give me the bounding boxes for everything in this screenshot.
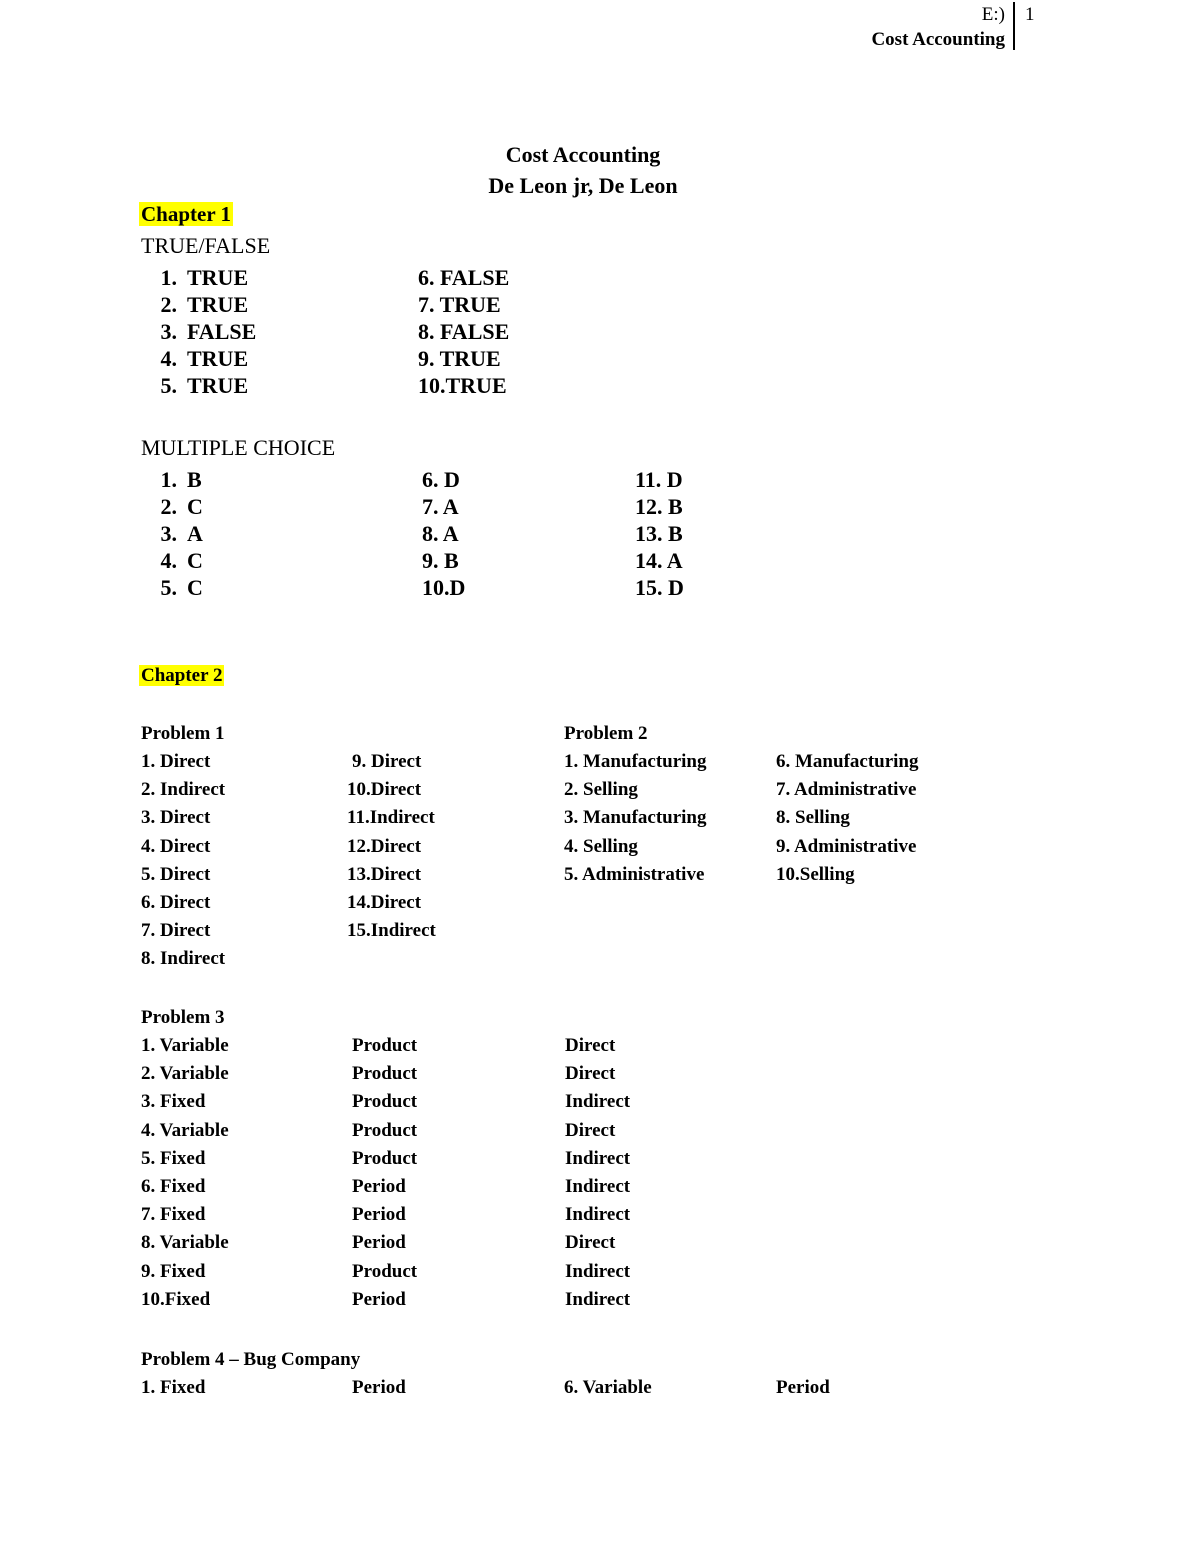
list-item: 2. Indirect xyxy=(141,779,226,801)
running-header xyxy=(871,2,1005,52)
problem-4-heading: Problem 4 – Bug Company xyxy=(141,1349,361,1370)
problem-3-heading: Problem 3 xyxy=(141,1007,225,1028)
list-item: 2. TRUE xyxy=(160,292,249,317)
list-item: 10.Direct xyxy=(347,779,422,801)
list-item: 5. Administrative xyxy=(564,863,705,885)
problem-3-col-1 xyxy=(141,1032,229,1314)
table-cell: Direct xyxy=(565,1063,616,1085)
list-item: 14.Direct xyxy=(347,892,422,914)
list-item: 7. Administrative xyxy=(776,779,917,801)
true-false-heading: TRUE/FALSE xyxy=(141,233,271,258)
table-cell: Product xyxy=(352,1119,418,1141)
list-item: 12. B xyxy=(635,494,683,519)
table-cell: Period xyxy=(352,1288,406,1310)
list-item: 1. TRUE xyxy=(160,265,249,290)
list-item: 7. A xyxy=(422,494,459,519)
list-item: 15. D xyxy=(635,575,684,600)
table-cell: 4. Variable xyxy=(141,1119,229,1141)
table-cell: Period xyxy=(352,1232,406,1254)
header-line-2: Cost Accounting xyxy=(871,29,1005,50)
table-cell: Product xyxy=(352,1147,418,1169)
table-cell: Direct xyxy=(565,1119,616,1141)
table-cell: Direct xyxy=(565,1232,616,1254)
document-authors: De Leon jr, De Leon xyxy=(488,173,678,198)
list-item: 9. Administrative xyxy=(776,835,917,857)
table-cell: 10.Fixed xyxy=(141,1288,211,1310)
table-cell: 3. Fixed xyxy=(141,1091,206,1113)
list-item: 5. Direct xyxy=(141,863,211,885)
chapter-1-label: Chapter 1 xyxy=(141,202,232,226)
list-item: 12.Direct xyxy=(347,835,422,857)
list-item: 9. Direct xyxy=(352,751,422,772)
chapter-2-label: Chapter 2 xyxy=(141,665,223,686)
list-item: 9. B xyxy=(422,548,459,573)
problem-3-col-3 xyxy=(565,1032,630,1314)
list-item: 7. Direct xyxy=(141,920,211,942)
table-cell: 6. Fixed xyxy=(141,1176,206,1198)
table-cell: Product xyxy=(352,1063,418,1085)
list-item: 10.TRUE xyxy=(418,373,507,398)
table-cell: 5. Fixed xyxy=(141,1147,206,1169)
problem-3-col-2 xyxy=(352,1032,417,1314)
problem-2-col-2 xyxy=(776,748,919,889)
list-item: 5. C xyxy=(160,575,203,600)
list-item: 14. A xyxy=(635,548,683,573)
list-item: 10.D xyxy=(422,575,466,600)
list-item: 4. C xyxy=(160,548,203,573)
table-cell: Period xyxy=(352,1176,406,1198)
table-cell: 9. Fixed xyxy=(141,1260,206,1282)
list-item: 2. C xyxy=(160,494,203,519)
list-item: 15.Indirect xyxy=(347,920,436,942)
header-line-1: E:) xyxy=(981,4,1005,25)
list-item: 6. Direct xyxy=(141,892,211,914)
table-cell: Period xyxy=(352,1204,406,1226)
list-item: 4. TRUE xyxy=(160,346,249,371)
list-item: 13.Direct xyxy=(347,863,422,885)
tf-list-col-2 xyxy=(418,264,509,399)
list-item: 3. A xyxy=(160,521,203,546)
list-item: 13. B xyxy=(635,521,683,546)
table-cell: Indirect xyxy=(565,1176,631,1198)
table-cell: Indirect xyxy=(565,1260,631,1282)
list-item: 4. Direct xyxy=(141,835,211,857)
table-cell: Period xyxy=(776,1377,830,1398)
list-item: 1. Direct xyxy=(141,751,211,772)
table-cell: Indirect xyxy=(565,1147,631,1169)
list-item: 3. Direct xyxy=(141,807,211,829)
table-cell: 1. Fixed xyxy=(141,1377,206,1398)
table-cell: Indirect xyxy=(565,1204,631,1226)
table-cell: Product xyxy=(352,1091,418,1113)
table-cell: Period xyxy=(352,1377,406,1398)
header-divider xyxy=(1013,2,1015,50)
tf-list-col-1 xyxy=(141,264,256,399)
table-cell: 1. Variable xyxy=(141,1035,229,1056)
list-item: 8. A xyxy=(422,521,459,546)
list-item: 6. D xyxy=(422,467,460,492)
list-item: 6. FALSE xyxy=(418,265,510,290)
problem-1-col-2 xyxy=(347,748,436,945)
multiple-choice-heading: MULTIPLE CHOICE xyxy=(141,435,336,460)
table-cell: 2. Variable xyxy=(141,1063,229,1085)
list-item: 11. D xyxy=(635,467,683,492)
problem-2-heading: Problem 2 xyxy=(564,723,648,744)
mc-list-col-1 xyxy=(141,466,203,601)
list-item: 5. TRUE xyxy=(160,373,249,398)
list-item: 9. TRUE xyxy=(418,346,501,371)
table-cell: Direct xyxy=(565,1035,616,1056)
list-item: 6. Manufacturing xyxy=(776,751,919,772)
table-cell: 6. Variable xyxy=(564,1377,652,1398)
list-item: 2. Selling xyxy=(564,779,638,801)
list-item: 1. Manufacturing xyxy=(564,751,707,772)
document-title: Cost Accounting xyxy=(505,142,661,167)
list-item: 8. FALSE xyxy=(418,319,510,344)
problem-2-col-1 xyxy=(564,748,707,889)
list-item: 4. Selling xyxy=(564,835,638,857)
list-item: 1. B xyxy=(160,467,202,492)
problem-1-col-1 xyxy=(141,748,225,974)
list-item: 7. TRUE xyxy=(418,292,501,317)
problem-1-heading: Problem 1 xyxy=(141,723,225,744)
list-item: 3. Manufacturing xyxy=(564,807,707,829)
list-item: 11.Indirect xyxy=(347,807,435,829)
list-item: 3. FALSE xyxy=(160,319,257,344)
table-cell: Product xyxy=(352,1035,418,1056)
table-cell: Indirect xyxy=(565,1091,631,1113)
list-item: 8. Indirect xyxy=(141,948,226,970)
list-item: 8. Selling xyxy=(776,807,850,829)
mc-list-col-3 xyxy=(635,466,684,601)
list-item: 10.Selling xyxy=(776,863,855,885)
table-cell: 7. Fixed xyxy=(141,1204,206,1226)
mc-list-col-2 xyxy=(422,466,465,601)
page-number: 1 xyxy=(1025,4,1035,25)
table-cell: Indirect xyxy=(565,1288,631,1310)
table-cell: Product xyxy=(352,1260,418,1282)
table-cell: 8. Variable xyxy=(141,1232,229,1254)
